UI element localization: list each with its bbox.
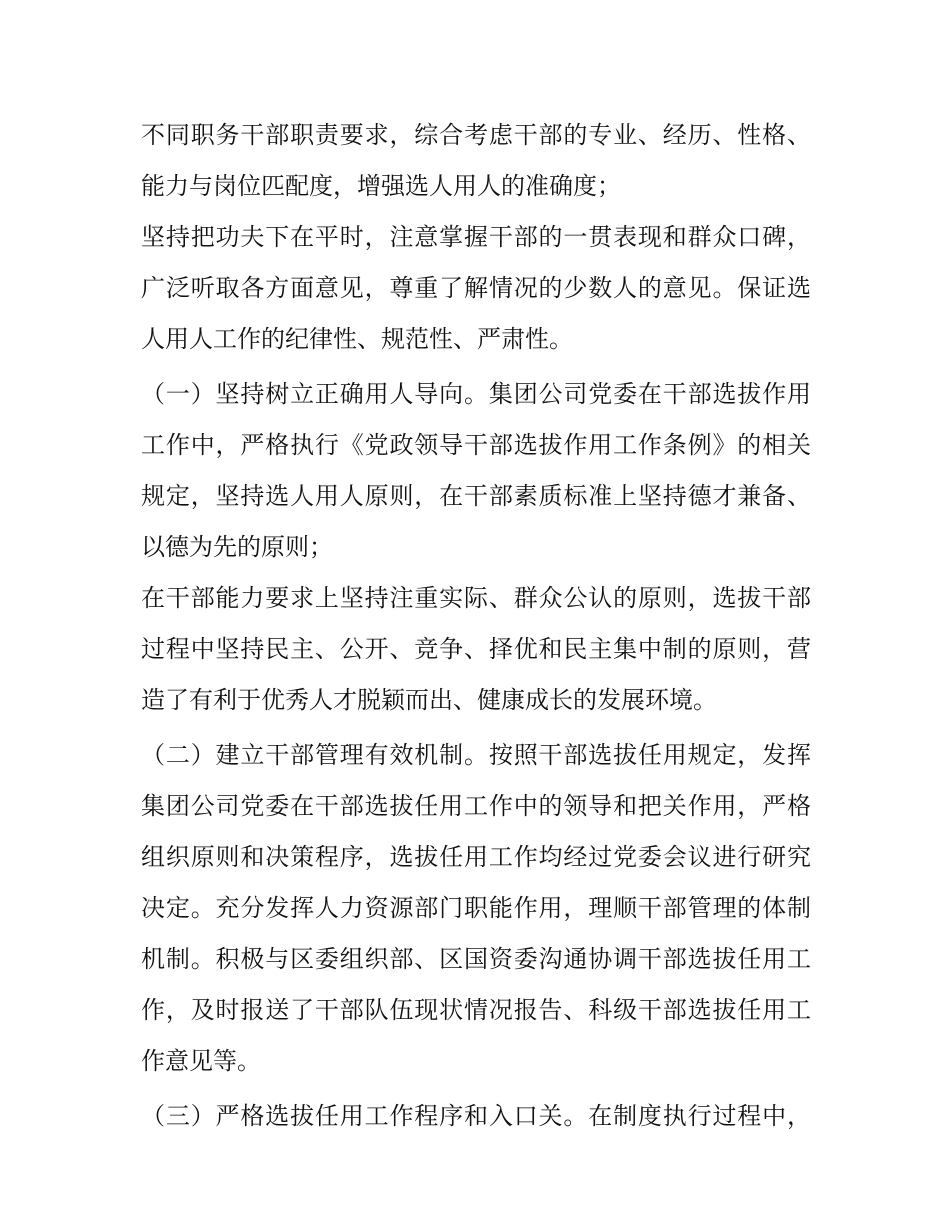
- text-line: 广泛听取各方面意见，尊重了解情况的少数人的意见。保证选: [141, 274, 811, 302]
- text-line: 决定。充分发挥人力资源部门职能作用，理顺干部管理的体制: [141, 894, 811, 922]
- text-line: 机制。积极与区委组织部、区国资委沟通协调干部选拔任用工: [141, 945, 811, 973]
- paragraph-p3: [141, 369, 811, 573]
- text-line: 能力与岗位匹配度，增强选人用人的准确度；: [141, 172, 621, 200]
- text-line: 工作中，严格执行《党政领导干部选拔作用工作条例》的相关: [141, 431, 811, 459]
- paragraph-p2: [141, 212, 811, 365]
- text-line: （三）严格选拔任用工作程序和入口关。在制度执行过程中，: [141, 1102, 811, 1130]
- text-line: 作，及时报送了干部队伍现状情况报告、科级干部选拔任用工: [141, 996, 811, 1024]
- paragraph-p4: [141, 573, 811, 726]
- text-line: 规定，坚持选人用人原则，在干部素质标准上坚持德才兼备、: [141, 482, 811, 510]
- text-line: 过程中坚持民主、公开、竞争、择优和民主集中制的原则，营: [141, 635, 811, 663]
- text-line: 造了有利于优秀人才脱颖而出、健康成长的发展环境。: [141, 686, 717, 714]
- text-line: 以德为先的原则；: [141, 533, 333, 561]
- text-line: 组织原则和决策程序，选拔任用工作均经过党委会议进行研究: [141, 843, 811, 871]
- text-line: 在干部能力要求上坚持注重实际、群众公认的原则，选拔干部: [141, 584, 811, 612]
- text-line: 坚持把功夫下在平时，注意掌握干部的一贯表现和群众口碑，: [141, 223, 811, 251]
- text-line: 作意见等。: [141, 1047, 261, 1075]
- document-page: [141, 110, 811, 1142]
- text-line: 不同职务干部职责要求，综合考虑干部的专业、经历、性格、: [141, 121, 811, 149]
- text-line: （一）坚持树立正确用人导向。集团公司党委在干部选拔作用: [141, 380, 811, 408]
- paragraph-p6: [141, 1091, 811, 1142]
- text-line: 集团公司党委在干部选拔任用工作中的领导和把关作用，严格: [141, 792, 811, 820]
- paragraph-p1: [141, 110, 811, 212]
- text-line: （二）建立干部管理有效机制。按照干部选拔任用规定，发挥: [141, 741, 811, 769]
- paragraph-p5: [141, 730, 811, 1087]
- text-line: 人用人工作的纪律性、规范性、严肃性。: [141, 325, 573, 353]
